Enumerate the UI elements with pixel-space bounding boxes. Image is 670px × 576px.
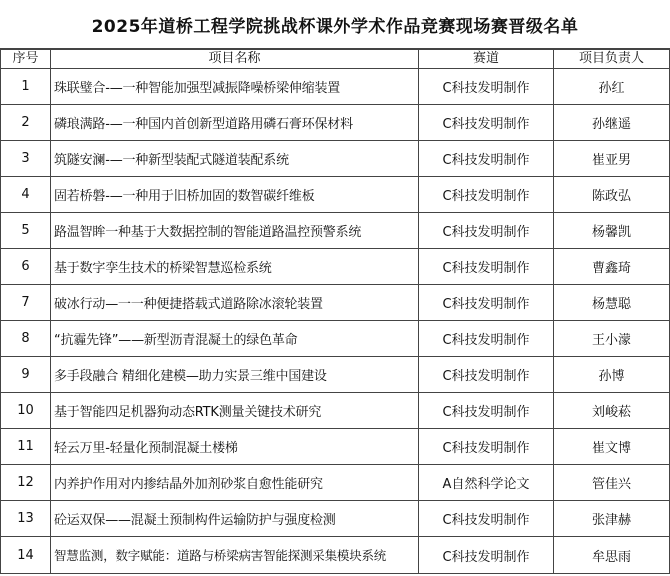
cell-owner[interactable]: 崔亚男 <box>554 141 670 177</box>
cell-owner[interactable]: 管佳兴 <box>554 465 670 501</box>
cell-owner[interactable]: 孙继遥 <box>554 105 670 141</box>
cell-seq[interactable]: 13 <box>1 501 51 537</box>
cell-track[interactable]: C科技发明制作 <box>419 177 554 213</box>
cell-name[interactable]: 多手段融合 精细化建模—助力实景三维中国建设 <box>51 357 419 393</box>
table-row <box>1 357 670 393</box>
cell-name[interactable]: “抗霾先锋”——新型沥青混凝土的绿色革命 <box>51 321 419 357</box>
table-row <box>1 429 670 465</box>
cell-owner[interactable]: 牟思雨 <box>554 537 670 574</box>
cell-track[interactable]: C科技发明制作 <box>419 357 554 393</box>
cell-name[interactable]: 破冰行动—一一种便捷搭载式道路除冰滚轮装置 <box>51 285 419 321</box>
cell-seq[interactable]: 11 <box>1 429 51 465</box>
cell-track[interactable]: C科技发明制作 <box>419 321 554 357</box>
cell-track[interactable]: C科技发明制作 <box>419 537 554 574</box>
table-row <box>1 321 670 357</box>
cell-name[interactable]: 固若桥磐-—一种用于旧桥加固的数智碳纤维板 <box>51 177 419 213</box>
cell-track[interactable]: C科技发明制作 <box>419 105 554 141</box>
cell-owner[interactable]: 张津赫 <box>554 501 670 537</box>
cell-owner[interactable]: 崔文博 <box>554 429 670 465</box>
header-seq[interactable]: 序号 <box>1 50 51 69</box>
cell-name[interactable]: 筑隧安澜-—一种新型装配式隧道装配系统 <box>51 141 419 177</box>
cell-track[interactable]: C科技发明制作 <box>419 285 554 321</box>
cell-owner[interactable]: 刘峻菘 <box>554 393 670 429</box>
cell-track[interactable]: C科技发明制作 <box>419 213 554 249</box>
table-row <box>1 537 670 574</box>
cell-name[interactable]: 磷琅满路-—一种国内首创新型道路用磷石膏环保材料 <box>51 105 419 141</box>
cell-name[interactable]: 砼运双保——混凝土预制构件运输防护与强度检测 <box>51 501 419 537</box>
cell-seq[interactable]: 10 <box>1 393 51 429</box>
cell-owner[interactable]: 陈政弘 <box>554 177 670 213</box>
header-owner[interactable]: 项目负责人 <box>554 50 670 69</box>
cell-seq[interactable]: 8 <box>1 321 51 357</box>
header-name[interactable]: 项目名称 <box>51 50 419 69</box>
cell-owner[interactable]: 孙红 <box>554 69 670 105</box>
table-row <box>1 393 670 429</box>
cell-name[interactable]: 智慧监测，数字赋能：道路与桥梁病害智能探测采集模块系统 <box>51 537 419 574</box>
cell-track[interactable]: C科技发明制作 <box>419 249 554 285</box>
cell-name[interactable]: 轻云万里-轻量化预制混凝土楼梯 <box>51 429 419 465</box>
table-row <box>1 285 670 321</box>
cell-seq[interactable]: 7 <box>1 285 51 321</box>
table-row <box>1 501 670 537</box>
cell-owner[interactable]: 杨馨凯 <box>554 213 670 249</box>
qualifier-table <box>0 49 670 574</box>
cell-seq[interactable]: 2 <box>1 105 51 141</box>
cell-seq[interactable]: 14 <box>1 537 51 574</box>
cell-seq[interactable]: 9 <box>1 357 51 393</box>
cell-track[interactable]: C科技发明制作 <box>419 501 554 537</box>
table-row <box>1 105 670 141</box>
header-track[interactable]: 赛道 <box>419 50 554 69</box>
header-row <box>1 50 670 69</box>
cell-name[interactable]: 路温智眸一种基于大数据控制的智能道路温控预警系统 <box>51 213 419 249</box>
cell-name[interactable]: 基于智能四足机器狗动态RTK测量关键技术研究 <box>51 393 419 429</box>
cell-name[interactable]: 基于数字孪生技术的桥梁智慧巡检系统 <box>51 249 419 285</box>
cell-owner[interactable]: 孙博 <box>554 357 670 393</box>
cell-seq[interactable]: 5 <box>1 213 51 249</box>
cell-owner[interactable]: 王小濛 <box>554 321 670 357</box>
table-row <box>1 465 670 501</box>
cell-name[interactable]: 内养护作用对内掺结晶外加剂砂浆自愈性能研究 <box>51 465 419 501</box>
cell-seq[interactable]: 6 <box>1 249 51 285</box>
cell-owner[interactable]: 曹鑫琦 <box>554 249 670 285</box>
table-row <box>1 141 670 177</box>
cell-seq[interactable]: 3 <box>1 141 51 177</box>
table-row <box>1 177 670 213</box>
table-row <box>1 213 670 249</box>
cell-track[interactable]: C科技发明制作 <box>419 69 554 105</box>
cell-seq[interactable]: 12 <box>1 465 51 501</box>
cell-track[interactable]: C科技发明制作 <box>419 141 554 177</box>
cell-track[interactable]: C科技发明制作 <box>419 429 554 465</box>
table-row <box>1 69 670 105</box>
cell-name[interactable]: 珠联璧合-—一种智能加强型减振降噪桥梁伸缩装置 <box>51 69 419 105</box>
cell-seq[interactable]: 1 <box>1 69 51 105</box>
cell-track[interactable]: A自然科学论文 <box>419 465 554 501</box>
table-row <box>1 249 670 285</box>
cell-owner[interactable]: 杨慧聪 <box>554 285 670 321</box>
cell-seq[interactable]: 4 <box>1 177 51 213</box>
cell-track[interactable]: C科技发明制作 <box>419 393 554 429</box>
sheet-title[interactable]: 2025年道桥工程学院挑战杯课外学术作品竞赛现场赛晋级名单 <box>0 0 670 49</box>
